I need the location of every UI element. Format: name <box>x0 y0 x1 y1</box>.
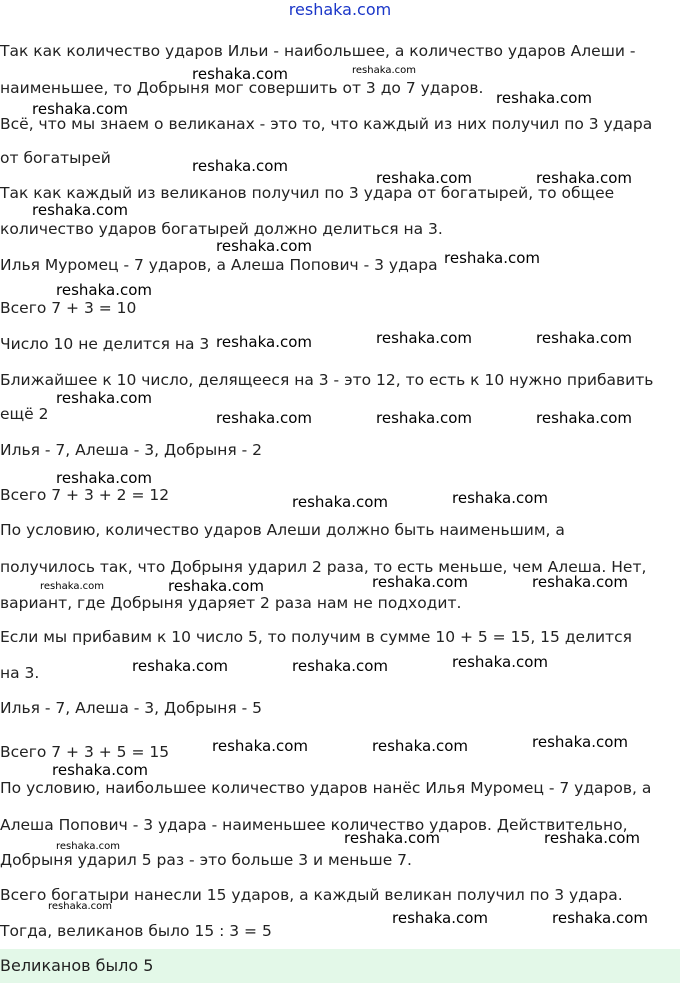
watermark: reshaka.com <box>392 909 488 927</box>
watermark: reshaka.com <box>40 581 104 592</box>
text-line: вариант, где Добрыня ударяет 2 раза нам не подходит. <box>0 594 462 612</box>
site-title[interactable]: reshaka.com <box>288 0 392 19</box>
text-line: Всего 7 + 3 + 2 = 12 <box>0 486 170 504</box>
watermark: reshaka.com <box>496 89 592 107</box>
watermark: reshaka.com <box>52 761 148 779</box>
watermark: reshaka.com <box>372 573 468 591</box>
watermark: reshaka.com <box>168 577 264 595</box>
watermark: reshaka.com <box>56 389 152 407</box>
text-line: Всё, что мы знаем о великанах - это то, что каждый из них получил по 3 удара <box>0 115 653 133</box>
text-line: Добрыня ударил 5 раз - это больше 3 и меньше 7. <box>0 851 412 869</box>
watermark: reshaka.com <box>536 409 632 427</box>
watermark: reshaka.com <box>216 237 312 255</box>
watermark: reshaka.com <box>56 841 120 852</box>
text-line: По условию, количество ударов Алеши должно быть наименьшим, а <box>0 521 565 539</box>
watermark: reshaka.com <box>32 100 128 118</box>
watermark: reshaka.com <box>292 657 388 675</box>
watermark: reshaka.com <box>56 281 152 299</box>
text-line: от богатырей <box>0 149 111 167</box>
text-line: Илья - 7, Алеша - 3, Добрыня - 2 <box>0 441 263 459</box>
watermark: reshaka.com <box>216 409 312 427</box>
watermark: reshaka.com <box>132 657 228 675</box>
text-line: ещё 2 <box>0 405 49 423</box>
watermark: reshaka.com <box>216 333 312 351</box>
text-line: Тогда, великанов было 15 : 3 = 5 <box>0 922 272 940</box>
text-line: Если мы прибавим к 10 число 5, то получим в сумме 10 + 5 = 15, 15 делится <box>0 628 632 646</box>
watermark: reshaka.com <box>376 409 472 427</box>
watermark: reshaka.com <box>536 329 632 347</box>
watermark: reshaka.com <box>32 201 128 219</box>
answer-box <box>0 949 680 983</box>
watermark: reshaka.com <box>552 909 648 927</box>
watermark: reshaka.com <box>444 249 540 267</box>
text-line: Так как каждый из великанов получил по 3 удара от богатырей, то общее <box>0 184 615 202</box>
text-line: Число 10 не делится на 3 <box>0 335 210 353</box>
text-line: Алеша Попович - 3 удара - наименьшее количество ударов. Действительно, <box>0 816 628 834</box>
text-line: наименьшее, то Добрыня мог совершить от 3 до 7 ударов. <box>0 79 484 97</box>
answer-text: Великанов было 5 <box>0 956 154 975</box>
watermark: reshaka.com <box>452 489 548 507</box>
watermark: reshaka.com <box>344 829 440 847</box>
watermark: reshaka.com <box>532 733 628 751</box>
watermark: reshaka.com <box>48 901 112 912</box>
text-line: Ближайшее к 10 число, делящееся на 3 - это 12, то есть к 10 нужно прибавить <box>0 371 654 389</box>
watermark: reshaka.com <box>192 157 288 175</box>
watermark: reshaka.com <box>372 737 468 755</box>
watermark: reshaka.com <box>292 493 388 511</box>
text-line: По условию, наибольшее количество ударов нанёс Илья Муромец - 7 ударов, а <box>0 779 652 797</box>
text-line: Всего богатыри нанесли 15 ударов, а каждый великан получил по 3 удара. <box>0 886 623 904</box>
text-line: на 3. <box>0 664 40 682</box>
watermark: reshaka.com <box>376 169 472 187</box>
text-line: Так как количество ударов Ильи - наибольшее, а количество ударов Алеши - <box>0 42 636 60</box>
watermark: reshaka.com <box>212 737 308 755</box>
text-line: Илья - 7, Алеша - 3, Добрыня - 5 <box>0 699 263 717</box>
watermark: reshaka.com <box>192 65 288 83</box>
text-line: Всего 7 + 3 = 10 <box>0 299 137 317</box>
watermark: reshaka.com <box>352 65 416 76</box>
watermark: reshaka.com <box>376 329 472 347</box>
site-header <box>0 0 680 19</box>
watermark: reshaka.com <box>536 169 632 187</box>
watermark: reshaka.com <box>452 653 548 671</box>
watermark: reshaka.com <box>56 469 152 487</box>
text-line: количество ударов богатырей должно делиться на 3. <box>0 220 443 238</box>
text-line: Всего 7 + 3 + 5 = 15 <box>0 743 170 761</box>
text-line: получилось так, что Добрыня ударил 2 раза, то есть меньше, чем Алеша. Нет, <box>0 558 647 576</box>
watermark: reshaka.com <box>544 829 640 847</box>
text-line: Илья Муромец - 7 ударов, а Алеша Попович - 3 удара <box>0 256 438 274</box>
watermark: reshaka.com <box>532 573 628 591</box>
